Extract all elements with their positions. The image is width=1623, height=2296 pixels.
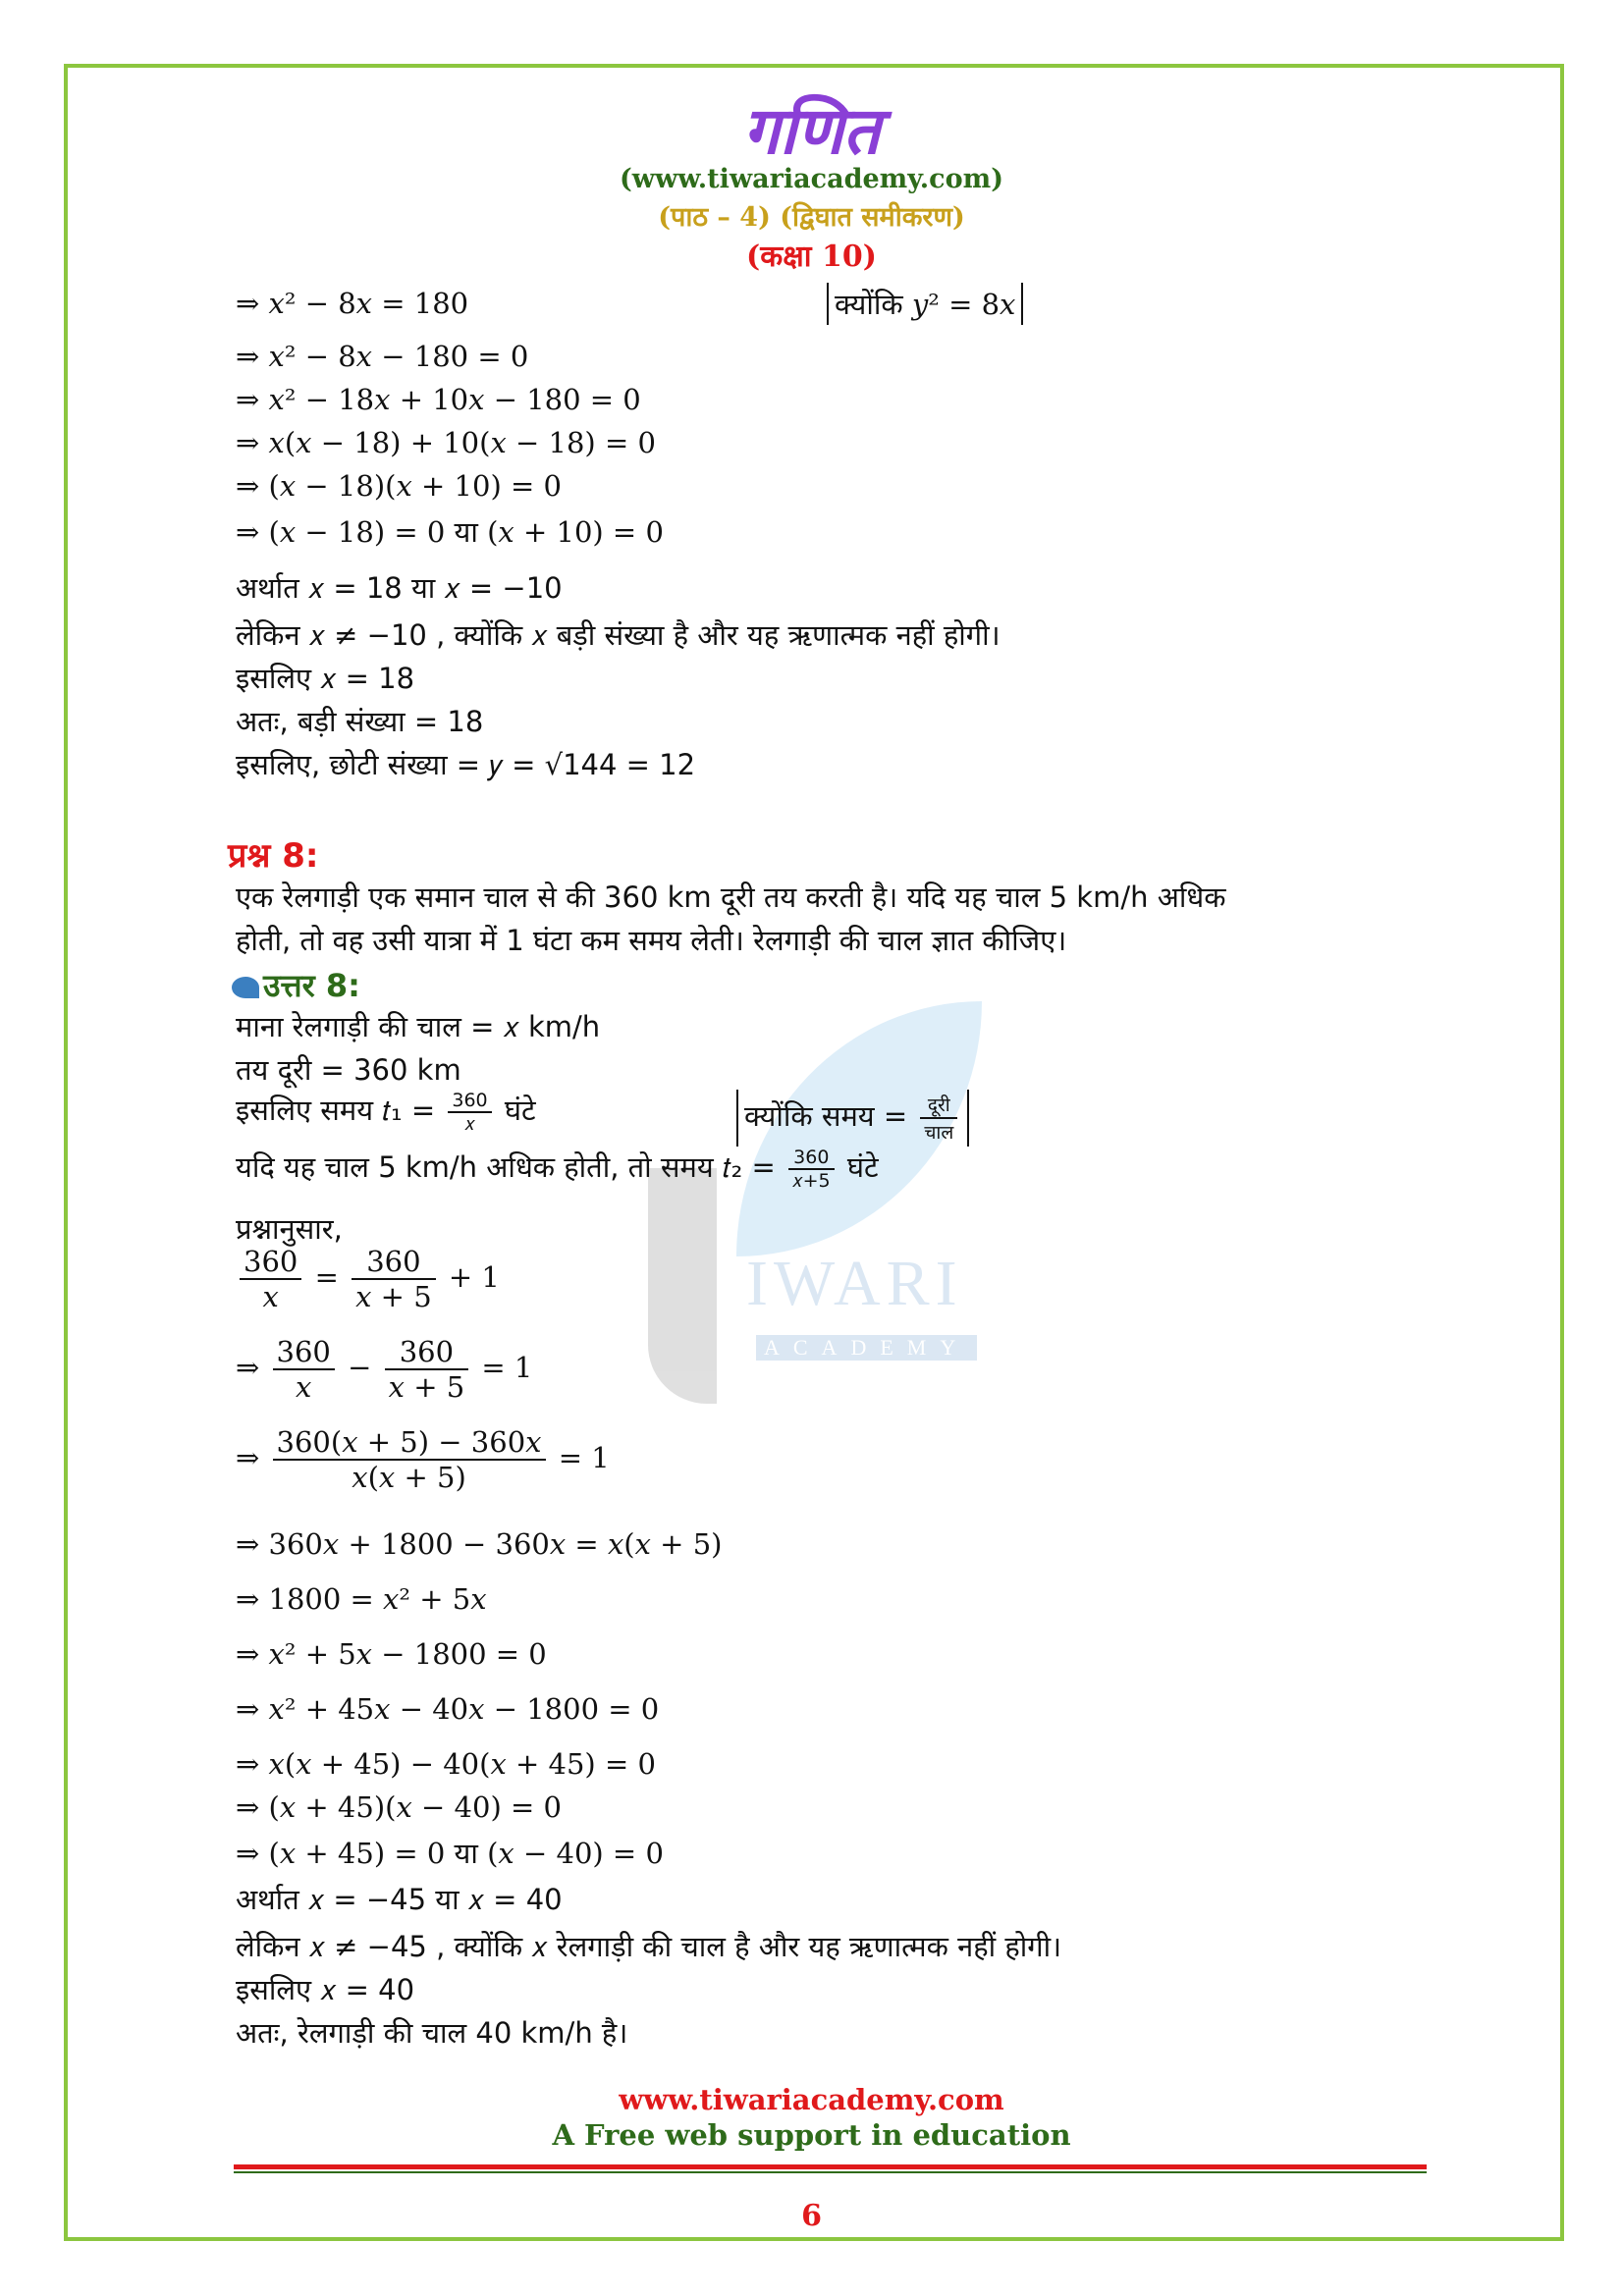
equation-fraction [352, 1245, 436, 1313]
math-line: अतः, बड़ी संख्या = 18 [236, 705, 484, 738]
footer-divider [234, 2171, 1427, 2173]
question-text: होती, तो वह उसी यात्रा में 1 घंटा कम समय लेती। रेलगाड़ी की चाल ज्ञात कीजिए। [236, 924, 1067, 957]
header-chapter: (पाठ – 4) (द्विघात समीकरण) [658, 202, 965, 233]
time2-fraction [788, 1147, 835, 1192]
equation-tail: + 1 [448, 1260, 500, 1294]
time1-prefix: इसलिए समय 𝑡₁ = [236, 1094, 436, 1127]
fraction-denominator: चाल [924, 1122, 954, 1144]
math-line: ⇒ 𝑥(𝑥 − 18) + 10(𝑥 − 18) = 0 [236, 426, 656, 459]
fraction-denominator: 𝑥 + 5 [355, 1280, 432, 1313]
footer-divider [234, 2164, 1427, 2169]
page-number: 6 [801, 2199, 822, 2233]
fraction-denominator: 𝑥(𝑥 + 5) [352, 1461, 466, 1494]
equation-1: $\frac{360}{\text{𝑥}}$ = $\frac{360}{\text{𝑥 + 5}}$ + 1 [236, 1245, 500, 1313]
page-title: गणित [742, 93, 881, 169]
watermark-logo [619, 1001, 982, 1423]
time2-suffix: घंटे [846, 1150, 879, 1184]
footer-tagline: A Free web support in education [552, 2118, 1071, 2152]
math-line: ⇒ 𝑥² + 5𝑥 − 1800 = 0 [236, 1637, 547, 1671]
implies-symbol: ⇒ [236, 1441, 260, 1474]
answer-heading [232, 964, 360, 1006]
watermark-brand: IWARI [746, 1248, 963, 1319]
time1-line [236, 1090, 536, 1135]
math-line: ⇒ 𝑥² − 8𝑥 − 180 = 0 [236, 340, 529, 373]
math-line: ⇒ (𝑥 + 45) = 0 या (𝑥 − 40) = 0 [236, 1837, 664, 1870]
math-line: ⇒ (𝑥 + 45)(𝑥 − 40) = 0 [236, 1790, 562, 1824]
answer-heading-label: उत्तर 8: [263, 967, 360, 1004]
time1-fraction [448, 1090, 491, 1135]
answer-icon [232, 977, 259, 998]
fraction-numerator: 360 [788, 1147, 835, 1170]
question-text: एक रेलगाड़ी एक समान चाल से की 360 km दूरी तय करती है। यदि यह चाल 5 km/h अधिक [236, 881, 1226, 914]
watermark-sub: ACADEMY [756, 1335, 977, 1361]
equation-fraction [385, 1335, 469, 1404]
t-letter-shape [648, 1168, 717, 1404]
fraction-numerator: 360 [240, 1245, 301, 1280]
fraction-denominator: 𝑥+5 [792, 1170, 831, 1192]
question-heading: प्रश्न 8: [228, 836, 319, 876]
math-line: ⇒ 1800 = 𝑥² + 5𝑥 [236, 1582, 487, 1616]
fraction-numerator: 360 [448, 1090, 491, 1113]
math-line: लेकिन 𝑥 ≠ −10 , क्योंकि 𝑥 बड़ी संख्या है और यह ऋणात्मक नहीं होगी। [236, 618, 1001, 652]
math-line: इसलिए, छोटी संख्या = 𝑦 = √144 = 12 [236, 748, 696, 781]
header-site: (www.tiwariacademy.com) [620, 164, 1003, 194]
fraction-numerator: 360 [273, 1335, 335, 1370]
because-prefix: क्योंकि समय = [744, 1099, 908, 1133]
implies-symbol: ⇒ [236, 1351, 260, 1384]
equation-fraction [273, 1335, 335, 1404]
because-note: क्योंकि 𝑦² = 8𝑥 [827, 283, 1023, 325]
math-line: ⇒ 𝑥² + 45𝑥 − 40𝑥 − 1800 = 0 [236, 1692, 660, 1726]
math-line: ⇒ (𝑥 − 18)(𝑥 + 10) = 0 [236, 469, 562, 503]
equation-2: ⇒ $\frac{360}{\text{𝑥}}$ − $\frac{360}{\text{𝑥 + 5}}$ = 1 [236, 1335, 533, 1404]
fraction-denominator: 𝑥 [464, 1113, 475, 1135]
header-class: (कक्षा 10) [746, 240, 877, 274]
according-label: प्रश्नानुसार, [236, 1212, 343, 1246]
math-line: ⇒ 𝑥² − 18𝑥 + 10𝑥 − 180 = 0 [236, 383, 641, 416]
fraction-denominator: 𝑥 [296, 1370, 312, 1404]
answer-line: तय दूरी = 360 km [236, 1053, 461, 1087]
time2-prefix: यदि यह चाल 5 km/h अधिक होती, तो समय 𝑡₂ = [236, 1150, 776, 1184]
fraction-numerator: 360(𝑥 + 5) − 360𝑥 [273, 1425, 546, 1461]
fraction-denominator: 𝑥 + 5 [388, 1370, 465, 1404]
answer-line: माना रेलगाड़ी की चाल = 𝑥 km/h [236, 1010, 601, 1043]
fraction-numerator: 360 [385, 1335, 469, 1370]
math-line: ⇒ (𝑥 − 18) = 0 या (𝑥 + 10) = 0 [236, 515, 664, 549]
time2-line [236, 1147, 879, 1192]
math-line: ⇒ 𝑥(𝑥 + 45) − 40(𝑥 + 45) = 0 [236, 1747, 656, 1781]
math-line: अर्थात 𝑥 = 18 या 𝑥 = −10 [236, 571, 563, 605]
fraction-numerator: दूरी [920, 1092, 957, 1119]
equation-3 [236, 1425, 610, 1494]
time1-suffix: घंटे [504, 1094, 536, 1127]
equation-fraction [273, 1425, 546, 1494]
equation-fraction [240, 1245, 301, 1313]
math-line: इसलिए 𝑥 = 40 [236, 1973, 415, 2006]
math-line: इसलिए 𝑥 = 18 [236, 662, 415, 695]
time-formula-fraction [920, 1092, 957, 1145]
math-line: ⇒ 𝑥² − 8𝑥 = 180 [236, 287, 469, 320]
math-line: लेकिन 𝑥 ≠ −45 , क्योंकि 𝑥 रेलगाड़ी की चाल है और यह ऋणात्मक नहीं होगी। [236, 1930, 1062, 1963]
fraction-denominator: 𝑥 [262, 1280, 279, 1313]
equation-tail: = 1 [481, 1351, 533, 1384]
footer-site: www.tiwariacademy.com [619, 2083, 1004, 2116]
time-formula-note [736, 1090, 969, 1147]
math-line: अतः, रेलगाड़ी की चाल 40 km/h है। [236, 2016, 628, 2050]
equation-tail: = 1 [558, 1441, 610, 1474]
fraction-numerator: 360 [352, 1245, 436, 1280]
math-line: ⇒ 360𝑥 + 1800 − 360𝑥 = 𝑥(𝑥 + 5) [236, 1527, 723, 1561]
math-line: अर्थात 𝑥 = −45 या 𝑥 = 40 [236, 1883, 563, 1916]
